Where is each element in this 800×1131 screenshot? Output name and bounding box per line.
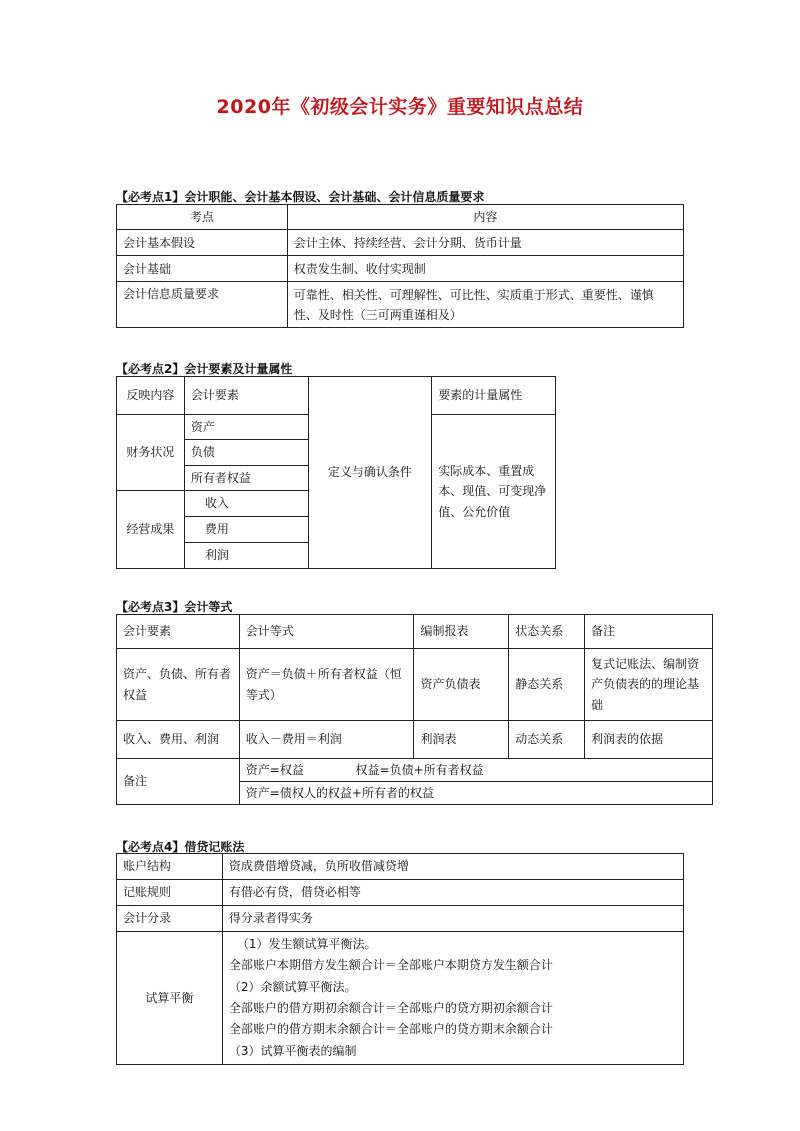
s4-trial-balance-label: 试算平衡 [117, 932, 223, 1065]
s3-cell: 资产＝负债＋所有者权益（恒等式） [239, 649, 414, 721]
s4-trial-line: 全部账户本期借方发生额合计＝全部账户本期贷方发生额合计 [228, 958, 553, 973]
s2-header-reflect: 反映内容 [117, 377, 185, 415]
s4-trial-balance-content [222, 932, 683, 1065]
s3-cell: 复式记账法、编制资产负债表的的理论基础 [585, 649, 713, 721]
s1-col-header-topic: 考点 [117, 205, 288, 230]
s2-header-element: 会计要素 [184, 377, 308, 415]
s3-header-cell: 备注 [585, 615, 713, 649]
s3-header-cell: 会计要素 [117, 615, 240, 649]
s3-cell: 资产、负债、所有者权益 [117, 649, 240, 721]
section-3-heading: 【必考点3】会计等式 [116, 600, 233, 614]
s1-row-key: 会计基础 [117, 256, 288, 282]
s3-cell: 收入－费用＝利润 [239, 721, 414, 759]
s2-definition-cell: 定义与确认条件 [308, 377, 432, 569]
s2-measure-attributes: 实际成本、重置成本、现值、可变现净值、公允价值 [432, 415, 556, 569]
s4-trial-line: 全部账户的借方期末余额合计＝全部账户的贷方期末余额合计 [228, 1022, 553, 1037]
s4-row-key: 会计分录 [117, 906, 223, 932]
s2-element-item: 费用 [184, 517, 308, 543]
s3-note-equity-equation: 权益=负债+所有者权益 [355, 763, 484, 777]
s2-element-item: 利润 [184, 543, 308, 569]
s4-row-value: 资成费借增贷减，负所收借减贷增 [222, 854, 683, 880]
s3-cell: 动态关系 [509, 721, 585, 759]
section-1-table [116, 204, 684, 328]
s1-row-key: 会计信息质量要求 [117, 282, 288, 328]
section-4-heading: 【必考点4】借贷记账法 [116, 840, 245, 854]
s1-col-header-content: 内容 [287, 205, 683, 230]
s3-header-cell: 编制报表 [414, 615, 509, 649]
section-2-table [116, 376, 556, 569]
s3-cell: 利润表的依据 [585, 721, 713, 759]
s3-cell: 资产负债表 [414, 649, 509, 721]
s3-cell: 静态关系 [509, 649, 585, 721]
s3-cell: 利润表 [414, 721, 509, 759]
s3-note-asset-equals-equity: 资产=权益 [245, 763, 304, 777]
s2-element-item: 负债 [184, 440, 308, 465]
s3-header-cell: 状态关系 [509, 615, 585, 649]
s2-group-operating-results: 经营成果 [117, 491, 185, 569]
s1-row-key: 会计基本假设 [117, 230, 288, 256]
s2-element-item: 资产 [184, 415, 308, 440]
section-2-heading: 【必考点2】会计要素及计量属性 [116, 362, 293, 376]
s2-group-financial-position: 财务状况 [117, 415, 185, 491]
section-1-heading: 【必考点1】会计职能、会计基本假设、会计基础、会计信息质量要求 [116, 190, 485, 204]
s3-note-label: 备注 [117, 759, 240, 805]
s4-trial-line: 全部账户的借方期初余额合计＝全部账户的贷方期初余额合计 [228, 1001, 553, 1016]
s4-row-key: 记账规则 [117, 880, 223, 906]
page-title: 2020年《初级会计实务》重要知识点总结 [216, 96, 584, 118]
s4-trial-line: （1）发生额试算平衡法。 [236, 937, 377, 951]
s4-trial-line: （2）余额试算平衡法。 [228, 979, 357, 994]
s4-trial-line: （3）试算平衡表的编制 [228, 1043, 357, 1058]
s3-note-line-1 [239, 759, 712, 782]
section-4-table [116, 853, 684, 1065]
s1-row-value: 权责发生制、收付实现制 [287, 256, 683, 282]
section-3-table [116, 614, 713, 805]
s3-cell: 收入、费用、利润 [117, 721, 240, 759]
s4-row-value: 得分录者得实务 [222, 906, 683, 932]
s4-row-value: 有借必有贷，借贷必相等 [222, 880, 683, 906]
s2-element-item: 收入 [184, 491, 308, 517]
s4-row-key: 账户结构 [117, 854, 223, 880]
s1-row-value: 可靠性、相关性、可理解性、可比性、实质重于形式、重要性、谨慎性、及时性（三可两重谨相及） [287, 282, 683, 328]
s2-element-item: 所有者权益 [184, 465, 308, 490]
s3-note-line-2: 资产=债权人的权益+所有者的权益 [239, 782, 712, 805]
s2-header-measure: 要素的计量属性 [432, 377, 556, 415]
s3-header-cell: 会计等式 [239, 615, 414, 649]
s1-row-value: 会计主体、持续经营、会计分期、货币计量 [287, 230, 683, 256]
